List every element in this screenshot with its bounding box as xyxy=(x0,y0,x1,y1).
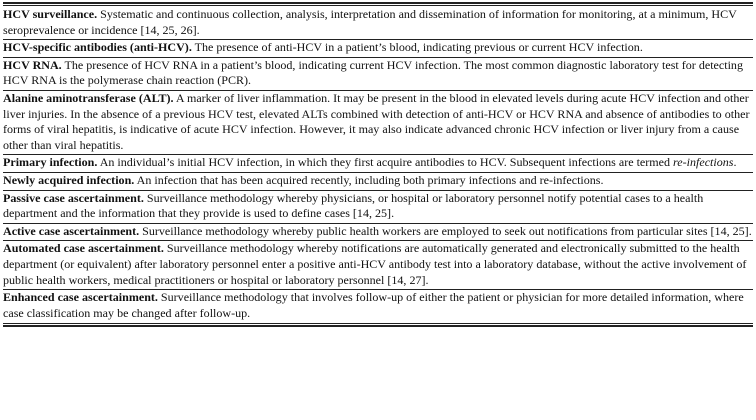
entry-definition: An individual’s initial HCV infection, in which they first acquire antibodies to HCV. Subsequent infections are termed xyxy=(97,155,674,170)
entry-definition: The presence of HCV RNA in a patient’s blood, indicating current HCV infection. The most common diagnostic laboratory test for detecting HCV RNA is the polymerase chain reaction (PCR). xyxy=(3,57,743,88)
entry-term: Primary infection. xyxy=(3,155,98,170)
entry-term: Passive case ascertainment. xyxy=(3,190,144,205)
entry-definition: Surveillance methodology whereby notifications are automatically generated and electronically submitted to the health department (or equivalent) after laboratory personnel enter a positive anti-HCV antibody test into a laboratory database, without the active involvement of public health workers, medical practitioners or hospital or laboratory personnel [14, 27]. xyxy=(3,241,747,287)
entry-definition: Surveillance methodology whereby physicians, or hospital or laboratory personnel notify potential cases to a health department and the information that they provide is used to define cases [14, 25]. xyxy=(3,190,704,221)
glossary-entry-hcv-surveillance xyxy=(3,7,753,40)
entry-definition: A marker of liver inflammation. It may be present in the blood in elevated levels during acute HCV infection and other liver injuries. In the absence of a previous HCV test, elevated ALTs combined with detection of anti-HCV or HCV RNA and absence of antibodies to other forms of viral hepatitis, is indicative of acute HCV infection. However, it may also indicate advanced chronic HCV infection or liver injury from a cause other than viral hepatitis. xyxy=(3,90,750,152)
entry-term: Enhanced case ascertainment. xyxy=(3,290,158,305)
glossary-entry-alt xyxy=(3,91,753,155)
glossary-entry-newly-acquired xyxy=(3,173,753,191)
entry-definition: An infection that has been acquired recently, including both primary infections and re-infections. xyxy=(134,172,604,187)
entry-term: HCV surveillance. xyxy=(3,7,98,21)
glossary-entry-automated-ascertainment xyxy=(3,241,753,290)
glossary-entry-enhanced-ascertainment xyxy=(3,290,753,322)
entry-definition: Systematic and continuous collection, analysis, interpretation and dissemination of information for monitoring, at a minimum, HCV seroprevalence or incidence [14, 25, 26]. xyxy=(3,7,737,37)
glossary-entry-passive-ascertainment xyxy=(3,191,753,224)
glossary-entry-hcv-rna xyxy=(3,58,753,91)
entry-term: Alanine aminotransferase (ALT). xyxy=(3,90,174,105)
glossary-entry-primary-infection xyxy=(3,155,753,173)
entry-term: Active case ascertainment. xyxy=(3,223,140,238)
entry-definition: Surveillance methodology whereby public health workers are employed to seek out notifications from particular sites [14, 25]. xyxy=(139,223,752,238)
entry-term: HCV-specific antibodies (anti-HCV). xyxy=(3,40,192,55)
entry-definition: Surveillance methodology that involves follow-up of either the patient or physician for more detailed information, where case classification may be changed after follow-up. xyxy=(3,290,744,320)
entry-term: Newly acquired infection. xyxy=(3,172,135,187)
entry-term: Automated case ascertainment. xyxy=(3,241,164,256)
entry-definition: The presence of anti-HCV in a patient’s blood, indicating previous or current HCV infection. xyxy=(191,40,643,55)
entry-italic-term: re-infections xyxy=(673,155,734,170)
entry-definition-tail: . xyxy=(733,155,737,170)
glossary-entry-active-ascertainment xyxy=(3,224,753,242)
glossary-body xyxy=(3,5,753,324)
entry-term: HCV RNA. xyxy=(3,57,62,72)
glossary-entry-anti-hcv xyxy=(3,40,753,58)
glossary-table xyxy=(3,2,753,327)
